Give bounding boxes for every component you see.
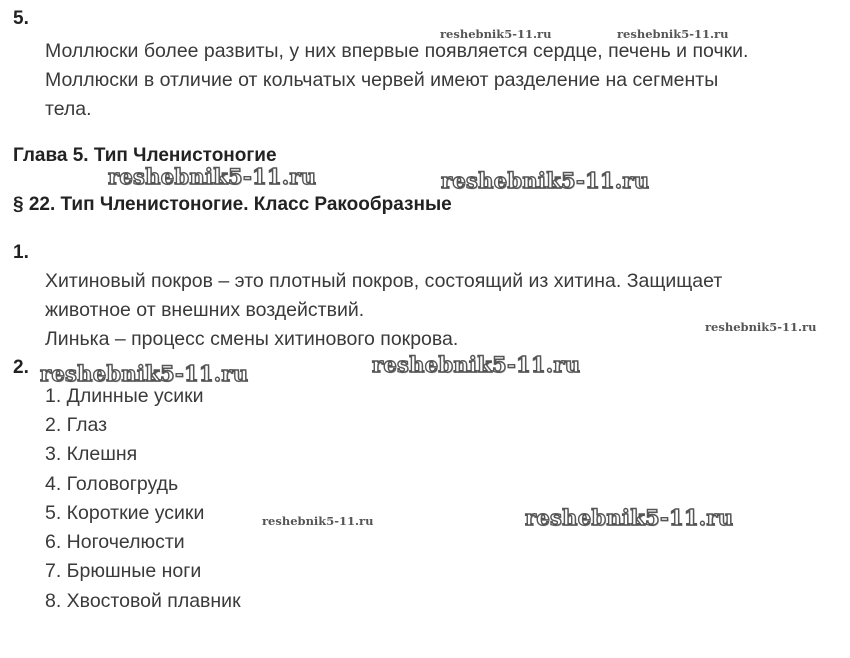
- task-5-line-1: Моллюски более развиты, у них впервые появляется сердце, печень и почки.: [45, 40, 749, 62]
- watermark: reshebnik5-11.ru: [262, 514, 374, 528]
- watermark: reshebnik5-11.ru: [440, 27, 552, 41]
- task-2-item-2: 2. Глаз: [45, 414, 108, 436]
- task-2-number: 2.: [13, 357, 29, 378]
- chapter-title: Глава 5. Тип Членистоногие: [13, 145, 277, 166]
- task-1-number: 1.: [13, 242, 29, 263]
- watermark: reshebnik5-11.ru: [40, 361, 249, 386]
- watermark: reshebnik5-11.ru: [372, 352, 581, 377]
- task-2-item-7: 7. Брюшные ноги: [45, 560, 202, 582]
- task-2-item-8: 8. Хвостовой плавник: [45, 590, 241, 612]
- watermark: reshebnik5-11.ru: [441, 168, 650, 193]
- task-1-line-3: Линька – процесс смены хитинового покрова.: [45, 328, 459, 350]
- watermark: reshebnik5-11.ru: [705, 320, 817, 334]
- task-5-number: 5.: [13, 8, 29, 29]
- task-2-item-3: 3. Клешня: [45, 443, 138, 465]
- task-1-line-2: животное от внешних воздействий.: [45, 299, 365, 321]
- task-2-item-6: 6. Ногочелюсти: [45, 531, 185, 553]
- watermark: reshebnik5-11.ru: [525, 505, 734, 530]
- task-2-item-5: 5. Короткие усики: [45, 502, 205, 524]
- task-2-item-1: 1. Длинные усики: [45, 385, 204, 407]
- section-title: § 22. Тип Членистоногие. Класс Ракообразные: [13, 194, 452, 215]
- task-5-line-3: тела.: [45, 98, 92, 120]
- watermark: reshebnik5-11.ru: [617, 27, 729, 41]
- task-2-item-4: 4. Головогрудь: [45, 473, 179, 495]
- task-5-line-2: Моллюски в отличие от кольчатых червей имеют разделение на сегменты: [45, 69, 719, 91]
- task-1-line-1: Хитиновый покров – это плотный покров, состоящий из хитина. Защищает: [45, 270, 723, 292]
- watermark: reshebnik5-11.ru: [108, 164, 317, 189]
